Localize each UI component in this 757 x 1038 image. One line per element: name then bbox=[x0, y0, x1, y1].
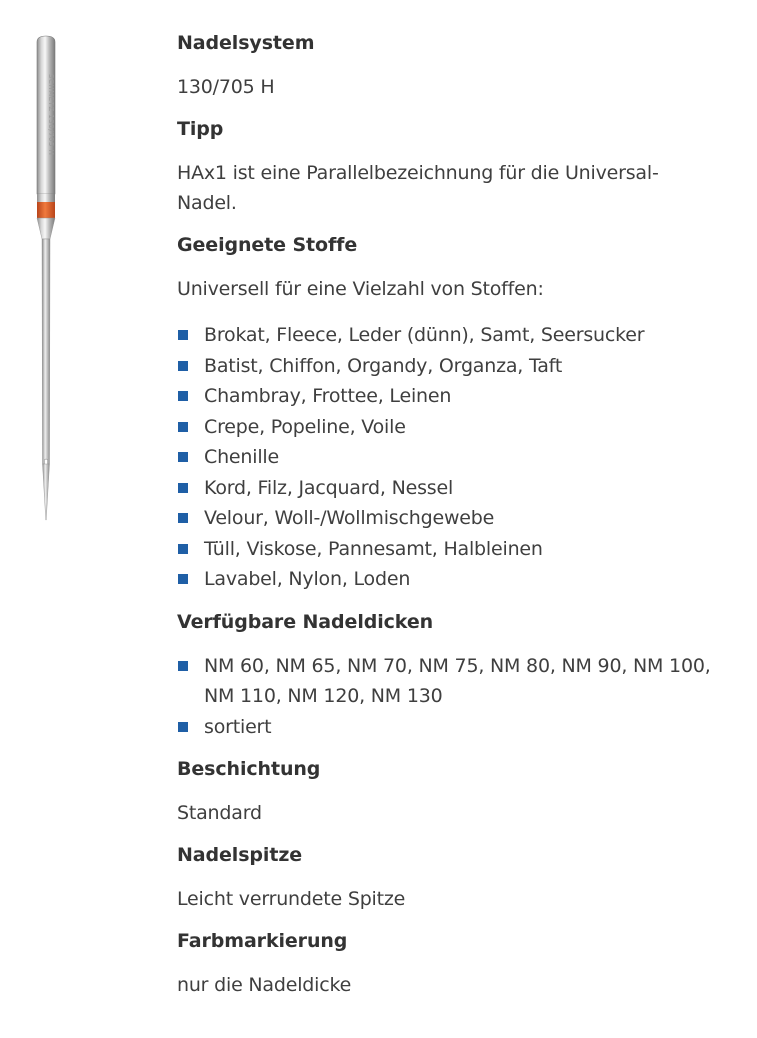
list-item-text: sortiert bbox=[204, 715, 272, 738]
bullet-square-icon bbox=[178, 422, 188, 432]
list-item bbox=[177, 473, 737, 504]
needle-details bbox=[177, 30, 737, 1014]
bullet-square-icon bbox=[178, 661, 188, 671]
svg-text:SCHMETZ 130/705 H: SCHMETZ 130/705 H bbox=[47, 74, 55, 156]
bullet-square-icon bbox=[178, 391, 188, 401]
section-title: Farbmarkierung bbox=[177, 930, 348, 952]
list-item-text: Chenille bbox=[204, 446, 279, 468]
section-nadelsystem bbox=[177, 30, 737, 102]
bullet-square-icon bbox=[178, 574, 188, 584]
section-title: Geeignete Stoffe bbox=[177, 234, 358, 256]
section-farbmarkierung bbox=[177, 928, 737, 1000]
bullet-square-icon bbox=[178, 330, 188, 340]
list-item bbox=[177, 564, 737, 595]
section-text: 130/705 H bbox=[177, 76, 275, 98]
section-title: Nadelsystem bbox=[177, 32, 315, 54]
list-item bbox=[177, 442, 737, 473]
section-geeignete-stoffe bbox=[177, 232, 737, 595]
bullet-square-icon bbox=[178, 513, 188, 523]
bullet-square-icon bbox=[178, 544, 188, 554]
section-text: Leicht verrundete Spitze bbox=[177, 888, 406, 910]
bullet-square-icon bbox=[178, 452, 188, 462]
list-item bbox=[177, 712, 737, 743]
bullet-square-icon bbox=[178, 483, 188, 493]
list-item bbox=[177, 412, 737, 443]
sewing-needle-icon bbox=[28, 34, 64, 524]
fabric-list bbox=[177, 320, 737, 595]
list-item bbox=[177, 503, 737, 534]
section-text: HAx1 ist eine Parallelbezeichnung für die Universal-Nadel. bbox=[177, 162, 659, 214]
section-text: nur die Nadeldicke bbox=[177, 974, 352, 996]
list-item-text: Lavabel, Nylon, Loden bbox=[204, 568, 411, 590]
list-item bbox=[177, 351, 737, 382]
list-item-text: Batist, Chiffon, Organdy, Organza, Taft bbox=[204, 354, 563, 377]
list-item-text: NM 60, NM 65, NM 70, NM 75, NM 80, NM 90, NM 100, NM 110, NM 120, NM 130 bbox=[204, 654, 711, 707]
list-item bbox=[177, 381, 737, 412]
list-item-text: Chambray, Frottee, Leinen bbox=[204, 385, 452, 407]
section-title: Tipp bbox=[177, 118, 224, 140]
size-list bbox=[177, 651, 737, 743]
section-text: Universell für eine Vielzahl von Stoffen: bbox=[177, 278, 544, 300]
list-item bbox=[177, 651, 724, 712]
list-item-text: Kord, Filz, Jacquard, Nessel bbox=[204, 476, 454, 499]
section-title: Nadelspitze bbox=[177, 844, 303, 866]
list-item-text: Velour, Woll-/Wollmischgewebe bbox=[204, 507, 495, 529]
section-beschichtung bbox=[177, 756, 737, 828]
bullet-square-icon bbox=[178, 361, 188, 371]
list-item-text: Brokat, Fleece, Leder (dünn), Samt, Seersucker bbox=[204, 324, 645, 346]
bullet-square-icon bbox=[178, 722, 188, 732]
list-item bbox=[177, 320, 737, 351]
list-item-text: Tüll, Viskose, Pannesamt, Halbleinen bbox=[204, 537, 543, 560]
section-nadelspitze bbox=[177, 842, 737, 914]
section-title: Verfügbare Nadeldicken bbox=[177, 610, 434, 633]
section-title: Beschichtung bbox=[177, 758, 321, 780]
list-item bbox=[177, 534, 737, 565]
section-tipp bbox=[177, 116, 737, 218]
list-item-text: Crepe, Popeline, Voile bbox=[204, 415, 406, 438]
section-text: Standard bbox=[177, 802, 262, 824]
section-nadeldicken bbox=[177, 609, 737, 743]
